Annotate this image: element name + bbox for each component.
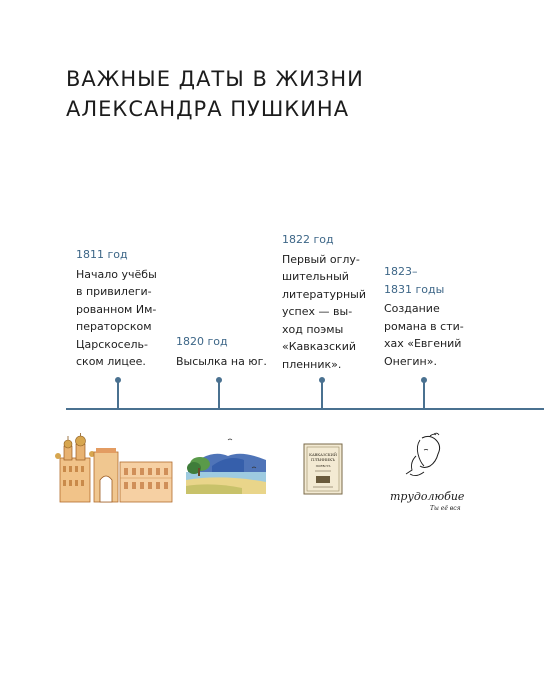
event-1811 [76,246,157,371]
book-cover-illustration [303,443,343,495]
timeline-dot-1820 [216,377,222,383]
title-line-1: ВАЖНЫЕ ДАТЫ В ЖИЗНИ [66,67,364,91]
event-1820 [176,333,267,370]
event-description: Создание романа в сти- хах «Евгений Онегин». [384,302,464,368]
timeline-dot-1822 [319,377,325,383]
book-title-line-3: ПОВѢСТЬ [315,464,331,468]
event-year: 1820 год [176,335,228,348]
event-description: Высылка на юг. [176,354,267,368]
sketch-caption-line-2: Ты её вся [430,505,461,512]
timeline-tick-1822 [321,380,323,408]
page-title [66,64,364,124]
book-title-line-2: ПЛѢННИКЪ [311,458,335,462]
timeline-tick-1820 [218,380,220,408]
timeline-axis [66,408,544,410]
lyceum-building-illustration [50,432,178,504]
timeline-dot-1823 [421,377,427,383]
southern-landscape-illustration [182,438,268,496]
event-description: Начало учёбы в привилеги- рованном Им- ператорском Царскосель- ском лицее. [76,267,157,368]
title-line-2: АЛЕКСАНДРА ПУШКИНА [66,97,350,121]
event-1822 [282,231,366,373]
event-year: 1811 год [76,248,128,261]
book-title-line-1: КАВКАЗСКИЙ [309,453,337,457]
event-year: 1822 год [282,233,334,246]
event-year: 1823– 1831 годы [384,265,445,296]
sketch-caption-line-1: трудолюбие [390,490,465,503]
timeline-tick-1811 [117,380,119,408]
timeline-dot-1811 [115,377,121,383]
event-1823-1831 [384,263,464,370]
timeline-tick-1823 [423,380,425,408]
self-portrait-sketch-illustration [376,430,476,516]
event-description: Первый оглу- шительный литературный успех — вы- ход поэмы «Кавказский пленник». [282,252,367,371]
